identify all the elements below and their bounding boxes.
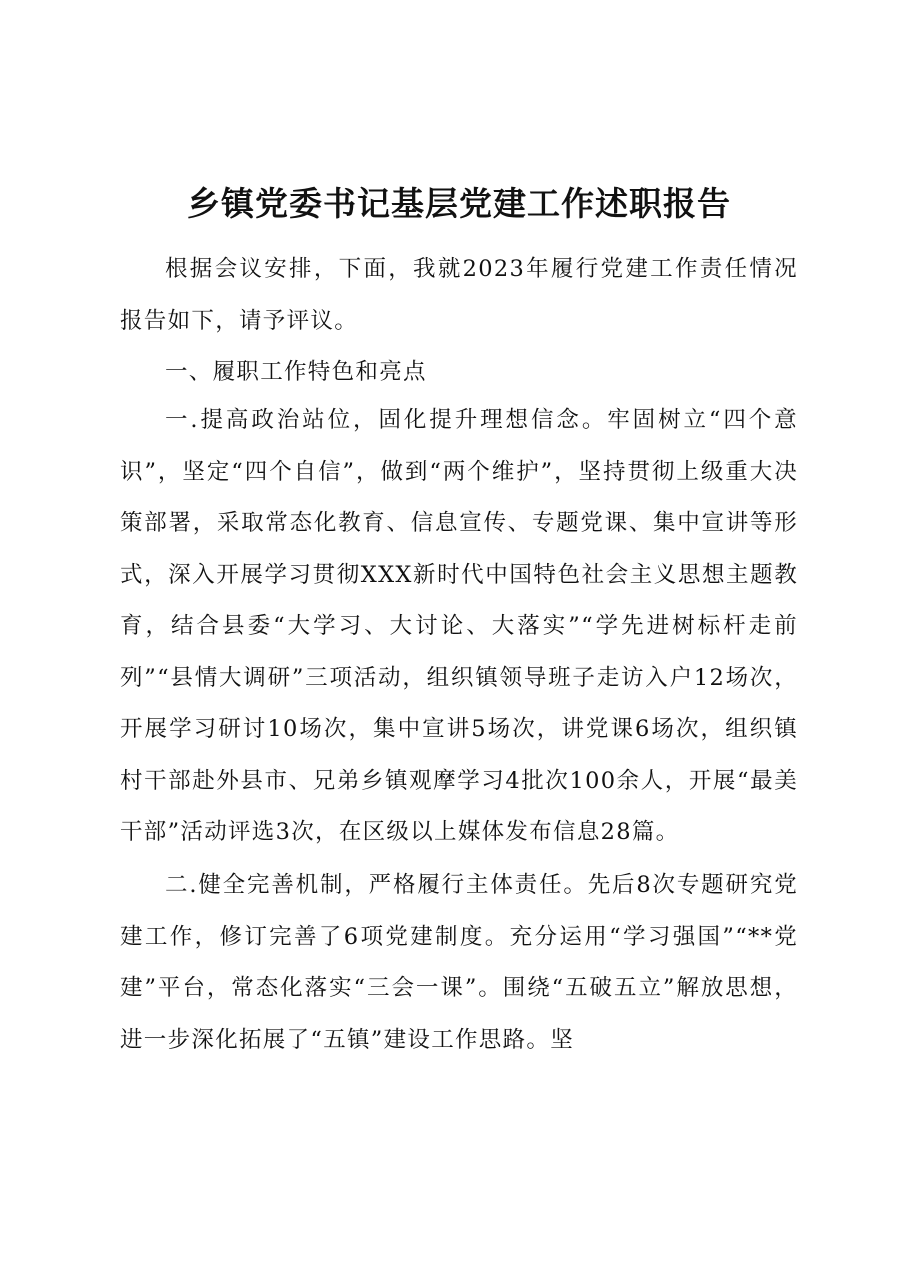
paragraph-intro: 根据会议安排，下面，我就2023年履行党建工作责任情况报告如下，请予评议。: [120, 256, 798, 334]
section-heading-one: 一、履职工作特色和亮点: [165, 359, 427, 385]
document-title: 乡镇党委书记基层党建工作述职报告: [187, 184, 731, 224]
paragraph-item-two: 二.健全完善机制，严格履行主体责任。先后8次专题研究党建工作，修订完善了6项党建制度。充分运用“学习强国”“**党建”平台，常态化落实“三会一课”。围绕“五破五立”解放思想，进一步深化拓展了“五镇”建设工作思路。坚: [120, 872, 798, 1053]
paragraph-item-one: 一.提高政治站位，固化提升理想信念。牢固树立“四个意识”，坚定“四个自信”，做到“两个维护”，坚持贯彻上级重大决策部署，采取常态化教育、信息宣传、专题党课、集中宣讲等形式，深入开展学习贯彻XXX新时代中国特色社会主义思想主题教育，结合县委“大学习、大讨论、大落实”“学先进树标杆走前列”“县情大调研”三项活动，组织镇领导班子走访入户12场次，开展学习研讨10场次，集中宣讲5场次，讲党课6场次，组织镇村干部赴外县市、兄弟乡镇观摩学习4批次100余人，开展“最美干部”活动评选3次，在区级以上媒体发布信息28篇。: [120, 407, 798, 845]
